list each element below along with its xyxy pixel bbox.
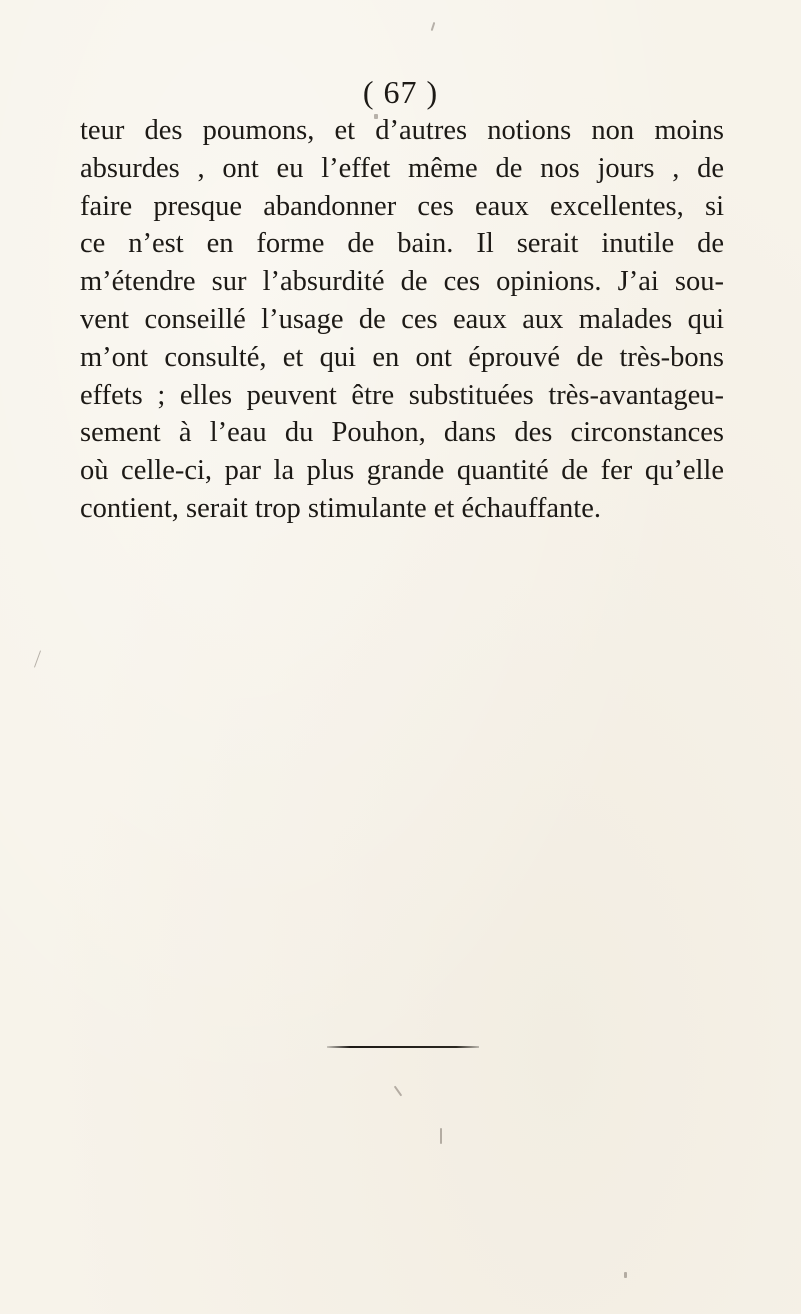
text-line: sement à l’eau du Pouhon, dans des circonstances	[80, 417, 724, 449]
text-line: teur des poumons, et d’autres notions non moins	[80, 115, 724, 146]
text-line: où celle-ci, par la plus grande quantité de fer qu’elle	[80, 455, 724, 487]
text-line: contient, serait trop stimulante et échauffante.	[80, 492, 601, 524]
paper-speck	[440, 1128, 442, 1144]
paper-speck	[374, 114, 378, 119]
text-line: faire presque abandonner ces eaux excellentes, si	[80, 190, 724, 222]
text-line: effets ; elles peuvent être substituées très-avantageu-	[80, 379, 724, 411]
text-line: vent conseillé l’usage de ces eaux aux malades qui	[80, 303, 724, 335]
paper-speck	[431, 22, 436, 31]
text-line: ce n’est en forme de bain. Il serait inutile de	[80, 228, 724, 260]
text-line: m’étendre sur l’absurdité de ces opinions. J’ai sou-	[80, 266, 724, 298]
text-line: absurdes , ont eu l’effet même de nos jours , de	[80, 152, 724, 184]
text-line: m’ont consulté, et qui en ont éprouvé de très-bons	[80, 341, 724, 373]
body-text	[80, 112, 724, 528]
paper-speck	[624, 1272, 627, 1278]
paper-speck	[394, 1086, 403, 1097]
page-number: ( 67 )	[362, 74, 439, 110]
paper-speck	[34, 650, 41, 667]
decorative-rule	[327, 1046, 479, 1048]
